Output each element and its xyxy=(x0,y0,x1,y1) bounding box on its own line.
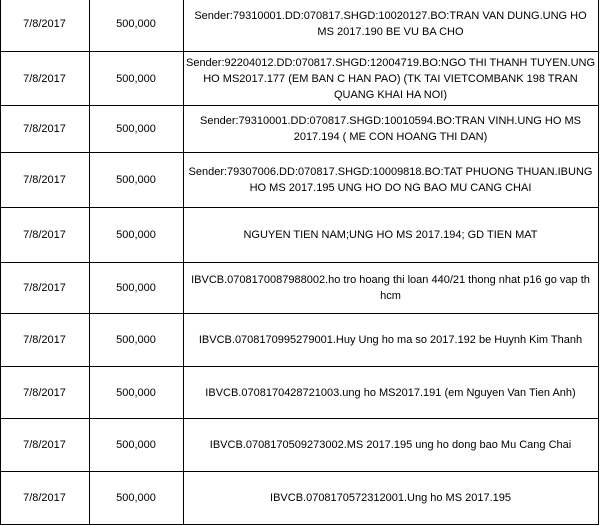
table-row xyxy=(0,106,598,153)
amount-cell: 500,000 xyxy=(89,52,183,106)
date-cell: 7/8/2017 xyxy=(0,367,89,419)
amount-cell: 500,000 xyxy=(89,106,183,153)
date-cell: 7/8/2017 xyxy=(0,0,89,52)
description-cell: Sender:79310001.DD:070817.SHGD:10010594.BO:TRAN VINH.UNG HO MS 2017.194 ( ME CON HOANG THI DAN) xyxy=(183,106,598,153)
date-cell: 7/8/2017 xyxy=(0,208,89,263)
description-cell: Sender:92204012.DD:070817.SHGD:12004719.BO:NGO THI THANH TUYEN.UNG HO MS2017.177 (EM BAN C HAN PAO) (TK TAI VIETCOMBANK 198 TRAN QUANG KHAI HA NOI) xyxy=(183,52,598,106)
date-cell: 7/8/2017 xyxy=(0,419,89,472)
date-cell: 7/8/2017 xyxy=(0,106,89,153)
date-cell: 7/8/2017 xyxy=(0,472,89,525)
amount-cell: 500,000 xyxy=(89,367,183,419)
description-cell: IBVCB.0708170995279001.Huy Ung ho ma so 2017.192 be Huynh Kim Thanh xyxy=(183,314,598,367)
date-cell: 7/8/2017 xyxy=(0,153,89,208)
date-cell: 7/8/2017 xyxy=(0,314,89,367)
description-cell: IBVCB.0708170428721003.ung ho MS2017.191 (em Nguyen Van Tien Anh) xyxy=(183,367,598,419)
amount-cell: 500,000 xyxy=(89,0,183,52)
description-cell: Sender:79310001.DD:070817.SHGD:10020127.BO:TRAN VAN DUNG.UNG HO MS 2017.190 BE VU BA CHO xyxy=(183,0,598,52)
table-row xyxy=(0,52,598,106)
table-row xyxy=(0,153,598,208)
description-cell: IBVCB.0708170509273002.MS 2017.195 ung ho dong bao Mu Cang Chai xyxy=(183,419,598,472)
date-cell: 7/8/2017 xyxy=(0,52,89,106)
amount-cell: 500,000 xyxy=(89,419,183,472)
table-row xyxy=(0,314,598,367)
amount-cell: 500,000 xyxy=(89,153,183,208)
amount-cell: 500,000 xyxy=(89,472,183,525)
description-cell: IBVCB.0708170572312001.Ung ho MS 2017.195 xyxy=(183,472,598,525)
amount-cell: 500,000 xyxy=(89,208,183,263)
amount-cell: 500,000 xyxy=(89,314,183,367)
amount-cell: 500,000 xyxy=(89,263,183,314)
table-row xyxy=(0,419,598,472)
table-row xyxy=(0,0,598,52)
table-row xyxy=(0,263,598,314)
description-cell: Sender:79307006.DD:070817.SHGD:10009818.BO:TAT PHUONG THUAN.IBUNG HO MS 2017.195 UNG HO DO NG BAO MU CANG CHAI xyxy=(183,153,598,208)
table-row xyxy=(0,472,598,525)
table-row xyxy=(0,208,598,263)
description-cell: IBVCB.0708170087988002.ho tro hoang thi loan 440/21 thong nhat p16 go vap th hcm xyxy=(183,263,598,314)
date-cell: 7/8/2017 xyxy=(0,263,89,314)
description-cell: NGUYEN TIEN NAM;UNG HO MS 2017.194; GD TIEN MAT xyxy=(183,208,598,263)
table-row xyxy=(0,367,598,419)
